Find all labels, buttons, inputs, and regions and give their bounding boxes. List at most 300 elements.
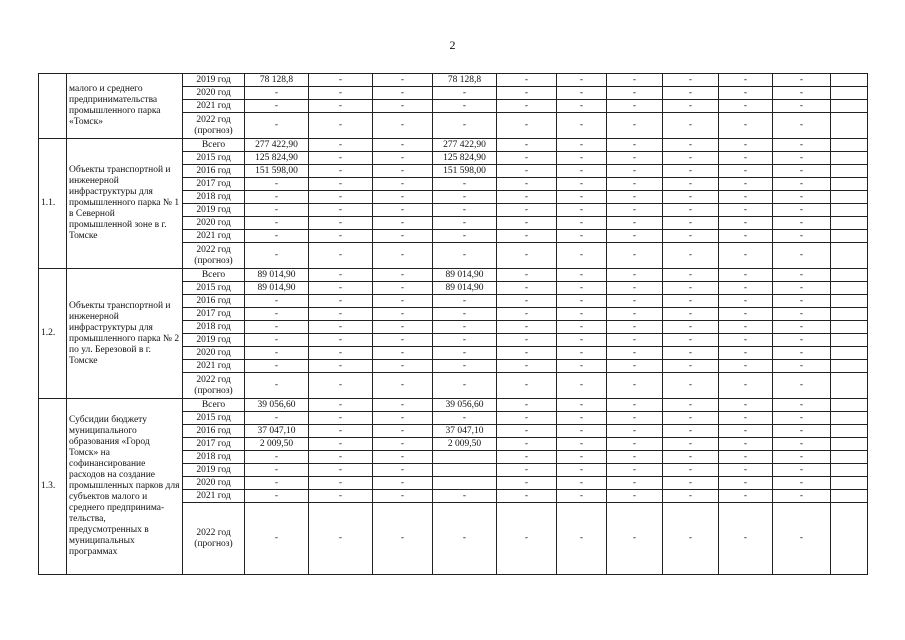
value-cell: - <box>663 113 719 139</box>
year-cell: 2019 год <box>183 74 245 87</box>
year-cell: 2017 год <box>183 308 245 321</box>
value-cell: - <box>245 490 309 503</box>
value-cell: - <box>497 438 557 451</box>
value-cell: - <box>373 347 433 360</box>
value-cell <box>831 139 868 152</box>
value-cell: - <box>497 74 557 87</box>
value-cell: - <box>373 399 433 412</box>
year-cell: 2019 год <box>183 464 245 477</box>
value-cell: 89 014,90 <box>433 282 497 295</box>
value-cell <box>831 347 868 360</box>
value-cell: - <box>373 321 433 334</box>
value-cell: - <box>719 165 773 178</box>
value-cell: - <box>373 217 433 230</box>
value-cell: - <box>773 438 831 451</box>
value-cell: - <box>719 503 773 575</box>
value-cell: - <box>607 230 663 243</box>
value-cell: - <box>245 100 309 113</box>
value-cell: - <box>719 373 773 399</box>
value-cell: 2 009,50 <box>433 438 497 451</box>
value-cell: - <box>607 425 663 438</box>
value-cell <box>831 360 868 373</box>
value-cell: - <box>719 477 773 490</box>
value-cell: 2 009,50 <box>245 438 309 451</box>
value-cell: - <box>245 373 309 399</box>
value-cell: - <box>719 464 773 477</box>
value-cell: - <box>719 178 773 191</box>
value-cell: - <box>557 165 607 178</box>
value-cell: - <box>719 113 773 139</box>
value-cell: - <box>719 412 773 425</box>
value-cell: - <box>309 490 373 503</box>
year-cell: Всего <box>183 269 245 282</box>
value-cell <box>831 113 868 139</box>
value-cell: - <box>245 477 309 490</box>
value-cell <box>831 87 868 100</box>
value-cell: - <box>773 113 831 139</box>
value-cell <box>831 321 868 334</box>
value-cell: - <box>607 503 663 575</box>
value-cell: - <box>773 334 831 347</box>
value-cell: - <box>607 217 663 230</box>
value-cell: - <box>773 87 831 100</box>
value-cell: - <box>663 152 719 165</box>
value-cell: - <box>245 87 309 100</box>
value-cell: - <box>663 269 719 282</box>
value-cell: 39 056,60 <box>245 399 309 412</box>
value-cell: - <box>719 334 773 347</box>
value-cell: - <box>309 100 373 113</box>
table-row <box>39 399 868 412</box>
value-cell <box>433 464 497 477</box>
item-number: 1.1. <box>39 139 67 269</box>
value-cell: - <box>663 438 719 451</box>
value-cell: - <box>245 412 309 425</box>
value-cell: - <box>663 139 719 152</box>
value-cell: - <box>773 373 831 399</box>
value-cell: - <box>309 191 373 204</box>
value-cell: - <box>773 295 831 308</box>
value-cell: - <box>497 152 557 165</box>
value-cell: - <box>245 360 309 373</box>
value-cell <box>831 308 868 321</box>
item-name: малого и среднего предпринимательства промышленного парка «Томск» <box>67 74 183 139</box>
value-cell: - <box>245 295 309 308</box>
item-number <box>39 74 67 139</box>
value-cell: - <box>663 282 719 295</box>
value-cell: - <box>773 425 831 438</box>
value-cell: - <box>557 191 607 204</box>
value-cell <box>433 451 497 464</box>
value-cell: - <box>373 373 433 399</box>
value-cell: - <box>557 282 607 295</box>
value-cell: - <box>773 503 831 575</box>
value-cell: 125 824,90 <box>245 152 309 165</box>
value-cell: - <box>773 360 831 373</box>
value-cell: - <box>719 100 773 113</box>
value-cell: 89 014,90 <box>245 282 309 295</box>
year-cell: 2017 год <box>183 438 245 451</box>
value-cell: - <box>557 152 607 165</box>
value-cell: - <box>497 308 557 321</box>
value-cell <box>831 373 868 399</box>
value-cell: - <box>497 425 557 438</box>
value-cell: - <box>497 113 557 139</box>
value-cell: - <box>557 438 607 451</box>
value-cell: - <box>497 191 557 204</box>
value-cell: - <box>373 152 433 165</box>
value-cell: - <box>373 165 433 178</box>
value-cell: - <box>719 152 773 165</box>
value-cell: - <box>497 373 557 399</box>
value-cell: - <box>663 74 719 87</box>
year-cell: 2016 год <box>183 425 245 438</box>
value-cell: - <box>719 139 773 152</box>
value-cell: - <box>607 282 663 295</box>
value-cell <box>831 490 868 503</box>
year-cell: 2020 год <box>183 87 245 100</box>
value-cell: - <box>719 490 773 503</box>
value-cell: - <box>373 178 433 191</box>
value-cell: - <box>433 87 497 100</box>
value-cell: - <box>773 178 831 191</box>
value-cell: - <box>557 464 607 477</box>
value-cell: - <box>497 451 557 464</box>
value-cell <box>831 295 868 308</box>
value-cell: - <box>719 87 773 100</box>
value-cell: - <box>607 295 663 308</box>
value-cell: - <box>373 113 433 139</box>
value-cell: - <box>433 178 497 191</box>
value-cell: - <box>433 113 497 139</box>
value-cell: - <box>607 373 663 399</box>
year-cell: 2016 год <box>183 295 245 308</box>
value-cell: - <box>433 191 497 204</box>
value-cell: - <box>663 204 719 217</box>
value-cell: - <box>607 321 663 334</box>
value-cell: - <box>719 295 773 308</box>
value-cell: - <box>557 308 607 321</box>
value-cell: - <box>373 87 433 100</box>
value-cell: - <box>497 269 557 282</box>
value-cell: - <box>557 425 607 438</box>
value-cell: - <box>497 490 557 503</box>
value-cell: - <box>607 438 663 451</box>
value-cell: - <box>245 178 309 191</box>
value-cell: - <box>373 451 433 464</box>
value-cell: - <box>373 139 433 152</box>
value-cell: - <box>663 308 719 321</box>
value-cell: - <box>557 347 607 360</box>
value-cell: - <box>309 295 373 308</box>
value-cell <box>831 399 868 412</box>
value-cell: - <box>309 425 373 438</box>
value-cell: - <box>497 503 557 575</box>
value-cell: - <box>309 282 373 295</box>
year-cell: 2018 год <box>183 191 245 204</box>
value-cell: - <box>773 165 831 178</box>
value-cell: - <box>663 334 719 347</box>
value-cell: - <box>373 295 433 308</box>
value-cell <box>831 412 868 425</box>
value-cell: - <box>663 425 719 438</box>
value-cell: - <box>557 74 607 87</box>
value-cell: - <box>245 204 309 217</box>
value-cell: - <box>497 282 557 295</box>
value-cell: - <box>433 373 497 399</box>
value-cell: - <box>773 347 831 360</box>
value-cell: - <box>607 139 663 152</box>
value-cell: - <box>309 243 373 269</box>
value-cell <box>831 217 868 230</box>
year-cell: 2022 год (прогноз) <box>183 373 245 399</box>
value-cell: - <box>373 308 433 321</box>
value-cell: - <box>245 347 309 360</box>
value-cell: - <box>663 191 719 204</box>
item-name: Субсидии бюджету муниципального образования «Город Томск» на софинансирование расходов на создание промышленных парков для субъектов малого и среднего предпринима-тельства, предусмотренных в муниципальных программах <box>67 399 183 575</box>
value-cell: - <box>497 477 557 490</box>
value-cell: - <box>309 178 373 191</box>
value-cell: - <box>245 230 309 243</box>
value-cell: - <box>373 74 433 87</box>
value-cell: - <box>497 412 557 425</box>
value-cell: - <box>373 477 433 490</box>
value-cell: - <box>557 503 607 575</box>
value-cell: - <box>245 243 309 269</box>
value-cell: - <box>245 321 309 334</box>
value-cell: 151 598,00 <box>245 165 309 178</box>
value-cell: - <box>433 321 497 334</box>
value-cell <box>831 100 868 113</box>
value-cell: - <box>497 295 557 308</box>
value-cell: - <box>557 477 607 490</box>
page-number: 2 <box>449 38 456 52</box>
value-cell: - <box>245 451 309 464</box>
value-cell: - <box>497 321 557 334</box>
value-cell: - <box>719 74 773 87</box>
table-row <box>39 139 868 152</box>
value-cell: - <box>663 477 719 490</box>
value-cell: - <box>309 87 373 100</box>
value-cell: 37 047,10 <box>245 425 309 438</box>
year-cell: 2019 год <box>183 334 245 347</box>
year-cell: 2022 год (прогноз) <box>183 503 245 575</box>
value-cell: - <box>309 165 373 178</box>
year-cell: 2021 год <box>183 490 245 503</box>
value-cell: - <box>373 464 433 477</box>
value-cell <box>831 178 868 191</box>
value-cell: - <box>309 217 373 230</box>
value-cell: - <box>433 503 497 575</box>
budget-table <box>38 73 868 575</box>
value-cell: - <box>309 152 373 165</box>
value-cell: - <box>773 139 831 152</box>
value-cell: - <box>497 360 557 373</box>
value-cell: - <box>497 347 557 360</box>
value-cell: - <box>773 204 831 217</box>
value-cell: - <box>607 165 663 178</box>
value-cell: - <box>607 451 663 464</box>
value-cell: - <box>309 360 373 373</box>
value-cell: - <box>433 360 497 373</box>
value-cell: - <box>773 152 831 165</box>
value-cell: - <box>557 412 607 425</box>
value-cell: - <box>557 113 607 139</box>
value-cell: - <box>773 217 831 230</box>
value-cell: - <box>773 230 831 243</box>
value-cell: - <box>245 464 309 477</box>
value-cell: - <box>663 373 719 399</box>
value-cell: - <box>373 230 433 243</box>
year-cell: 2021 год <box>183 100 245 113</box>
value-cell: - <box>557 100 607 113</box>
value-cell: - <box>373 490 433 503</box>
value-cell: - <box>607 399 663 412</box>
value-cell: - <box>607 334 663 347</box>
value-cell: - <box>309 477 373 490</box>
value-cell: - <box>557 204 607 217</box>
value-cell: - <box>663 87 719 100</box>
value-cell: - <box>497 243 557 269</box>
value-cell: - <box>557 243 607 269</box>
value-cell: - <box>773 399 831 412</box>
value-cell: - <box>309 503 373 575</box>
value-cell: - <box>607 191 663 204</box>
value-cell: 37 047,10 <box>433 425 497 438</box>
value-cell: - <box>607 204 663 217</box>
value-cell: - <box>607 243 663 269</box>
value-cell: - <box>719 243 773 269</box>
value-cell: - <box>497 178 557 191</box>
year-cell: 2015 год <box>183 412 245 425</box>
value-cell: - <box>557 334 607 347</box>
value-cell: - <box>663 100 719 113</box>
value-cell: - <box>309 204 373 217</box>
value-cell: - <box>245 308 309 321</box>
value-cell: - <box>557 139 607 152</box>
value-cell: - <box>373 412 433 425</box>
value-cell: - <box>433 334 497 347</box>
value-cell: - <box>607 113 663 139</box>
value-cell: - <box>719 399 773 412</box>
value-cell: - <box>557 295 607 308</box>
value-cell: - <box>497 139 557 152</box>
value-cell <box>831 204 868 217</box>
value-cell: - <box>663 217 719 230</box>
value-cell: - <box>773 191 831 204</box>
value-cell: - <box>607 100 663 113</box>
value-cell: - <box>245 113 309 139</box>
value-cell: - <box>373 503 433 575</box>
value-cell: - <box>607 477 663 490</box>
value-cell <box>831 152 868 165</box>
value-cell: - <box>309 308 373 321</box>
value-cell: - <box>663 503 719 575</box>
value-cell: - <box>309 74 373 87</box>
value-cell: - <box>309 269 373 282</box>
value-cell: - <box>719 204 773 217</box>
year-cell: 2020 год <box>183 217 245 230</box>
value-cell: - <box>373 269 433 282</box>
value-cell: - <box>773 464 831 477</box>
value-cell <box>831 243 868 269</box>
value-cell: - <box>373 334 433 347</box>
value-cell: - <box>433 230 497 243</box>
value-cell: - <box>497 165 557 178</box>
value-cell: - <box>309 373 373 399</box>
value-cell: - <box>497 230 557 243</box>
value-cell <box>831 438 868 451</box>
value-cell: - <box>309 230 373 243</box>
value-cell: - <box>309 412 373 425</box>
year-cell: 2019 год <box>183 204 245 217</box>
value-cell: - <box>663 230 719 243</box>
value-cell: - <box>607 464 663 477</box>
value-cell: - <box>557 399 607 412</box>
value-cell: - <box>773 243 831 269</box>
value-cell: - <box>497 464 557 477</box>
value-cell <box>831 269 868 282</box>
table-row <box>39 74 868 87</box>
value-cell: - <box>433 100 497 113</box>
table-row <box>39 269 868 282</box>
value-cell: - <box>719 451 773 464</box>
value-cell: - <box>497 204 557 217</box>
value-cell: - <box>433 204 497 217</box>
value-cell: - <box>773 477 831 490</box>
value-cell: - <box>497 399 557 412</box>
value-cell: - <box>309 113 373 139</box>
value-cell: - <box>663 178 719 191</box>
value-cell: - <box>773 451 831 464</box>
value-cell: 277 422,90 <box>433 139 497 152</box>
value-cell: - <box>373 100 433 113</box>
value-cell: - <box>373 282 433 295</box>
value-cell <box>831 165 868 178</box>
value-cell: - <box>773 100 831 113</box>
value-cell: - <box>245 503 309 575</box>
value-cell: 78 128,8 <box>245 74 309 87</box>
value-cell <box>831 230 868 243</box>
year-cell: 2015 год <box>183 152 245 165</box>
value-cell <box>831 477 868 490</box>
value-cell: - <box>557 269 607 282</box>
year-cell: 2018 год <box>183 451 245 464</box>
value-cell: - <box>373 204 433 217</box>
value-cell <box>831 451 868 464</box>
item-name: Объекты транспортной и инженерной инфраструктуры для промышленного парка № 1 в Северной промышленной зоне в г. Томске <box>67 139 183 269</box>
value-cell: - <box>663 451 719 464</box>
year-cell: 2021 год <box>183 360 245 373</box>
value-cell: - <box>663 295 719 308</box>
value-cell: - <box>245 191 309 204</box>
value-cell: - <box>433 412 497 425</box>
value-cell: - <box>663 243 719 269</box>
value-cell: - <box>607 74 663 87</box>
value-cell: - <box>607 360 663 373</box>
value-cell: - <box>719 191 773 204</box>
value-cell: - <box>773 74 831 87</box>
value-cell: - <box>663 165 719 178</box>
value-cell: - <box>663 464 719 477</box>
year-cell: 2022 год (прогноз) <box>183 113 245 139</box>
value-cell <box>831 503 868 575</box>
value-cell: - <box>309 321 373 334</box>
value-cell: - <box>309 399 373 412</box>
value-cell: - <box>773 321 831 334</box>
value-cell: - <box>497 334 557 347</box>
value-cell: - <box>497 217 557 230</box>
